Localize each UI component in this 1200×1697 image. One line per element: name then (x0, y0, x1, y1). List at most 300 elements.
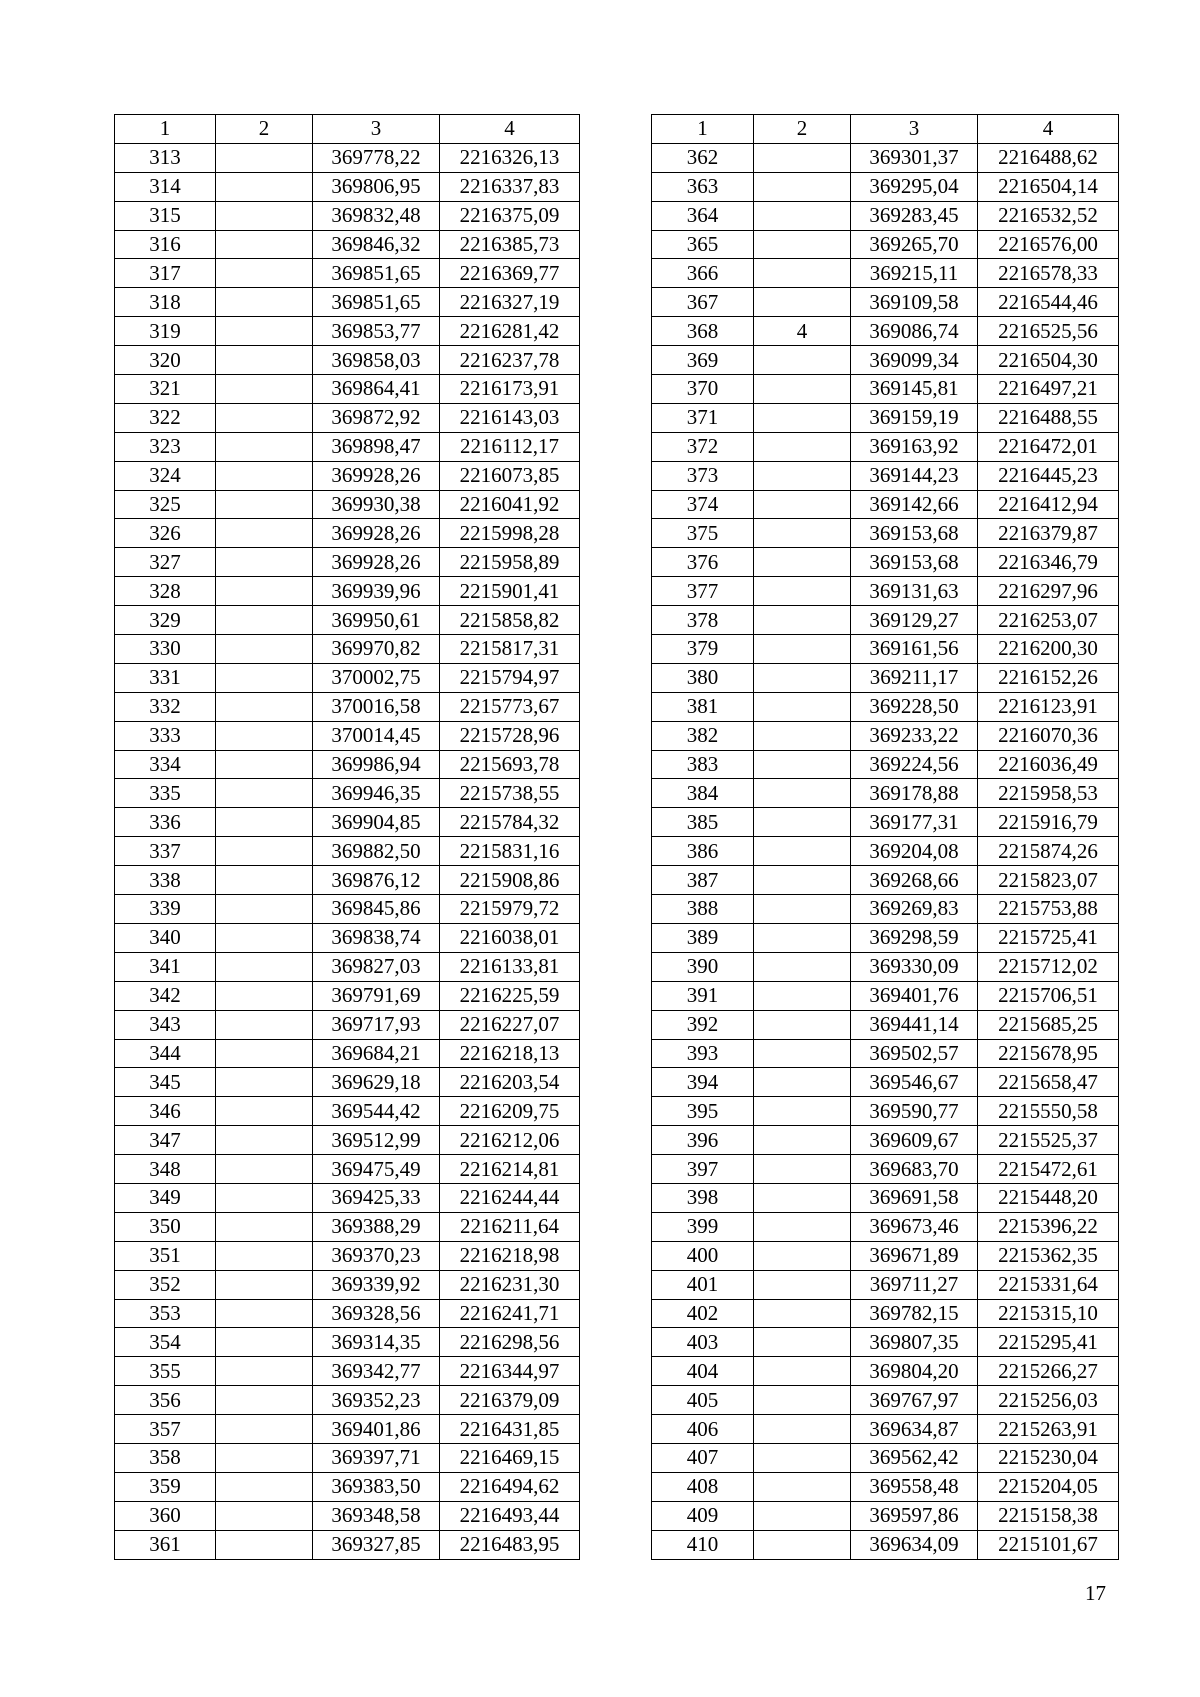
y-coordinate-cell: 2216488,55 (978, 403, 1119, 432)
point-number-cell: 393 (652, 1039, 754, 1068)
contour-number-cell (216, 692, 313, 721)
table-header-row (115, 115, 580, 144)
x-coordinate-cell: 369950,61 (313, 606, 440, 635)
x-coordinate-cell: 369928,26 (313, 519, 440, 548)
table-row (652, 375, 1119, 404)
x-coordinate-cell: 369671,89 (851, 1241, 978, 1270)
point-number-cell: 375 (652, 519, 754, 548)
x-coordinate-cell: 369512,99 (313, 1126, 440, 1155)
contour-number-cell (216, 1472, 313, 1501)
table-row (652, 779, 1119, 808)
x-coordinate-cell: 369928,26 (313, 548, 440, 577)
contour-number-cell (754, 288, 851, 317)
contour-number-cell (216, 750, 313, 779)
y-coordinate-cell: 2216576,00 (978, 230, 1119, 259)
y-coordinate-cell: 2216344,97 (440, 1357, 580, 1386)
table-row (652, 1530, 1119, 1559)
contour-number-cell (754, 1530, 851, 1559)
point-number-cell: 318 (115, 288, 216, 317)
x-coordinate-cell: 369851,65 (313, 288, 440, 317)
x-coordinate-cell: 370002,75 (313, 663, 440, 692)
point-number-cell: 316 (115, 230, 216, 259)
contour-number-cell (754, 866, 851, 895)
x-coordinate-cell: 369370,23 (313, 1241, 440, 1270)
table-row (652, 519, 1119, 548)
x-coordinate-cell: 369233,22 (851, 721, 978, 750)
x-coordinate-cell: 369159,19 (851, 403, 978, 432)
y-coordinate-cell: 2216041,92 (440, 490, 580, 519)
x-coordinate-cell: 369330,09 (851, 952, 978, 981)
x-coordinate-cell: 369684,21 (313, 1039, 440, 1068)
table-row (115, 1155, 580, 1184)
table-row (652, 1126, 1119, 1155)
table-row (115, 1039, 580, 1068)
table-row (115, 317, 580, 346)
table-row (115, 1328, 580, 1357)
point-number-cell: 406 (652, 1415, 754, 1444)
point-number-cell: 403 (652, 1328, 754, 1357)
x-coordinate-cell: 369328,56 (313, 1299, 440, 1328)
y-coordinate-cell: 2215728,96 (440, 721, 580, 750)
table-row (652, 1039, 1119, 1068)
point-number-cell: 399 (652, 1212, 754, 1241)
y-coordinate-cell: 2215706,51 (978, 981, 1119, 1010)
point-number-cell: 319 (115, 317, 216, 346)
y-coordinate-cell: 2215753,88 (978, 895, 1119, 924)
contour-number-cell (754, 721, 851, 750)
table-row (652, 1415, 1119, 1444)
x-coordinate-cell: 369804,20 (851, 1357, 978, 1386)
y-coordinate-cell: 2216073,85 (440, 461, 580, 490)
table-row (652, 808, 1119, 837)
table-row (652, 635, 1119, 664)
x-coordinate-cell: 369327,85 (313, 1530, 440, 1559)
point-number-cell: 349 (115, 1183, 216, 1212)
table-row (652, 952, 1119, 981)
point-number-cell: 370 (652, 375, 754, 404)
point-number-cell: 321 (115, 375, 216, 404)
point-number-cell: 352 (115, 1270, 216, 1299)
contour-number-cell (216, 837, 313, 866)
y-coordinate-cell: 2216231,30 (440, 1270, 580, 1299)
x-coordinate-cell: 369558,48 (851, 1472, 978, 1501)
y-coordinate-cell: 2216212,06 (440, 1126, 580, 1155)
x-coordinate-cell: 369211,17 (851, 663, 978, 692)
x-coordinate-cell: 369153,68 (851, 548, 978, 577)
y-coordinate-cell: 2215525,37 (978, 1126, 1119, 1155)
x-coordinate-cell: 369711,27 (851, 1270, 978, 1299)
contour-number-cell (216, 866, 313, 895)
y-coordinate-cell: 2216112,17 (440, 432, 580, 461)
x-coordinate-cell: 369858,03 (313, 346, 440, 375)
table-row (115, 635, 580, 664)
y-coordinate-cell: 2216218,98 (440, 1241, 580, 1270)
table-row (115, 490, 580, 519)
y-coordinate-cell: 2216298,56 (440, 1328, 580, 1357)
y-coordinate-cell: 2216488,62 (978, 143, 1119, 172)
x-coordinate-cell: 369348,58 (313, 1501, 440, 1530)
table-row (115, 1501, 580, 1530)
y-coordinate-cell: 2216578,33 (978, 259, 1119, 288)
x-coordinate-cell: 369806,95 (313, 172, 440, 201)
contour-number-cell (754, 172, 851, 201)
contour-number-cell (216, 606, 313, 635)
x-coordinate-cell: 369109,58 (851, 288, 978, 317)
y-coordinate-cell: 2216445,23 (978, 461, 1119, 490)
x-coordinate-cell: 369129,27 (851, 606, 978, 635)
y-coordinate-cell: 2215901,41 (440, 577, 580, 606)
x-coordinate-cell: 369177,31 (851, 808, 978, 837)
x-coordinate-cell: 369807,35 (851, 1328, 978, 1357)
table-row (652, 432, 1119, 461)
point-number-cell: 404 (652, 1357, 754, 1386)
x-coordinate-cell: 369851,65 (313, 259, 440, 288)
point-number-cell: 383 (652, 750, 754, 779)
table-row (115, 1097, 580, 1126)
y-coordinate-cell: 2216070,36 (978, 721, 1119, 750)
contour-number-cell (754, 1010, 851, 1039)
y-coordinate-cell: 2216211,64 (440, 1212, 580, 1241)
contour-number-cell (216, 346, 313, 375)
table-row (115, 663, 580, 692)
table-row (115, 346, 580, 375)
contour-number-cell (216, 1530, 313, 1559)
column-header-2: 2 (216, 115, 313, 144)
contour-number-cell (216, 952, 313, 981)
x-coordinate-cell: 369163,92 (851, 432, 978, 461)
point-number-cell: 320 (115, 346, 216, 375)
point-number-cell: 331 (115, 663, 216, 692)
table-row (652, 606, 1119, 635)
point-number-cell: 396 (652, 1126, 754, 1155)
x-coordinate-cell: 369838,74 (313, 923, 440, 952)
table-row (115, 1126, 580, 1155)
table-row (115, 1068, 580, 1097)
x-coordinate-cell: 369691,58 (851, 1183, 978, 1212)
y-coordinate-cell: 2215958,53 (978, 779, 1119, 808)
x-coordinate-cell: 369383,50 (313, 1472, 440, 1501)
table-row (115, 577, 580, 606)
point-number-cell: 388 (652, 895, 754, 924)
y-coordinate-cell: 2215908,86 (440, 866, 580, 895)
table-row (115, 923, 580, 952)
table-row (115, 981, 580, 1010)
point-number-cell: 347 (115, 1126, 216, 1155)
y-coordinate-cell: 2215773,67 (440, 692, 580, 721)
y-coordinate-cell: 2216369,77 (440, 259, 580, 288)
contour-number-cell (216, 548, 313, 577)
point-number-cell: 339 (115, 895, 216, 924)
point-number-cell: 354 (115, 1328, 216, 1357)
point-number-cell: 326 (115, 519, 216, 548)
coordinates-table-right (651, 114, 1119, 1560)
x-coordinate-cell: 369145,81 (851, 375, 978, 404)
contour-number-cell (216, 1097, 313, 1126)
contour-number-cell (754, 577, 851, 606)
table-row (115, 201, 580, 230)
y-coordinate-cell: 2215979,72 (440, 895, 580, 924)
table-header-row (652, 115, 1119, 144)
point-number-cell: 371 (652, 403, 754, 432)
point-number-cell: 410 (652, 1530, 754, 1559)
table-row (115, 1270, 580, 1299)
x-coordinate-cell: 369269,83 (851, 895, 978, 924)
point-number-cell: 374 (652, 490, 754, 519)
y-coordinate-cell: 2215693,78 (440, 750, 580, 779)
y-coordinate-cell: 2215678,95 (978, 1039, 1119, 1068)
y-coordinate-cell: 2215331,64 (978, 1270, 1119, 1299)
x-coordinate-cell: 369832,48 (313, 201, 440, 230)
contour-number-cell (216, 1443, 313, 1472)
contour-number-cell (754, 1241, 851, 1270)
table-row (115, 230, 580, 259)
table-row (652, 895, 1119, 924)
x-coordinate-cell: 369178,88 (851, 779, 978, 808)
y-coordinate-cell: 2216472,01 (978, 432, 1119, 461)
table-row (652, 1241, 1119, 1270)
x-coordinate-cell: 369544,42 (313, 1097, 440, 1126)
y-coordinate-cell: 2215158,38 (978, 1501, 1119, 1530)
point-number-cell: 390 (652, 952, 754, 981)
x-coordinate-cell: 369228,50 (851, 692, 978, 721)
x-coordinate-cell: 369882,50 (313, 837, 440, 866)
contour-number-cell (216, 577, 313, 606)
contour-number-cell (216, 461, 313, 490)
point-number-cell: 348 (115, 1155, 216, 1184)
point-number-cell: 381 (652, 692, 754, 721)
contour-number-cell (754, 750, 851, 779)
point-number-cell: 387 (652, 866, 754, 895)
x-coordinate-cell: 369634,87 (851, 1415, 978, 1444)
x-coordinate-cell: 369791,69 (313, 981, 440, 1010)
y-coordinate-cell: 2216385,73 (440, 230, 580, 259)
y-coordinate-cell: 2216244,44 (440, 1183, 580, 1212)
y-coordinate-cell: 2216173,91 (440, 375, 580, 404)
point-number-cell: 332 (115, 692, 216, 721)
y-coordinate-cell: 2215256,03 (978, 1386, 1119, 1415)
point-number-cell: 395 (652, 1097, 754, 1126)
y-coordinate-cell: 2216038,01 (440, 923, 580, 952)
contour-number-cell (216, 432, 313, 461)
contour-number-cell (754, 375, 851, 404)
point-number-cell: 401 (652, 1270, 754, 1299)
y-coordinate-cell: 2215263,91 (978, 1415, 1119, 1444)
contour-number-cell (754, 1501, 851, 1530)
point-number-cell: 345 (115, 1068, 216, 1097)
x-coordinate-cell: 369283,45 (851, 201, 978, 230)
column-header-3: 3 (313, 115, 440, 144)
y-coordinate-cell: 2215266,27 (978, 1357, 1119, 1386)
y-coordinate-cell: 2216237,78 (440, 346, 580, 375)
x-coordinate-cell: 369767,97 (851, 1386, 978, 1415)
point-number-cell: 392 (652, 1010, 754, 1039)
contour-number-cell (216, 779, 313, 808)
contour-number-cell (216, 288, 313, 317)
contour-number-cell (754, 1183, 851, 1212)
y-coordinate-cell: 2216227,07 (440, 1010, 580, 1039)
contour-number-cell (216, 1299, 313, 1328)
y-coordinate-cell: 2215817,31 (440, 635, 580, 664)
y-coordinate-cell: 2216133,81 (440, 952, 580, 981)
x-coordinate-cell: 369301,37 (851, 143, 978, 172)
y-coordinate-cell: 2216337,83 (440, 172, 580, 201)
y-coordinate-cell: 2215958,89 (440, 548, 580, 577)
point-number-cell: 317 (115, 259, 216, 288)
y-coordinate-cell: 2216225,59 (440, 981, 580, 1010)
y-coordinate-cell: 2216214,81 (440, 1155, 580, 1184)
table-row (652, 259, 1119, 288)
contour-number-cell (754, 779, 851, 808)
y-coordinate-cell: 2215550,58 (978, 1097, 1119, 1126)
point-number-cell: 343 (115, 1010, 216, 1039)
y-coordinate-cell: 2216209,75 (440, 1097, 580, 1126)
point-number-cell: 356 (115, 1386, 216, 1415)
contour-number-cell (216, 635, 313, 664)
column-header-1: 1 (115, 115, 216, 144)
x-coordinate-cell: 369827,03 (313, 952, 440, 981)
x-coordinate-cell: 369782,15 (851, 1299, 978, 1328)
column-header-1: 1 (652, 115, 754, 144)
y-coordinate-cell: 2216379,09 (440, 1386, 580, 1415)
contour-number-cell (216, 317, 313, 346)
table-row (652, 750, 1119, 779)
x-coordinate-cell: 369502,57 (851, 1039, 978, 1068)
point-number-cell: 330 (115, 635, 216, 664)
x-coordinate-cell: 369342,77 (313, 1357, 440, 1386)
contour-number-cell (216, 143, 313, 172)
y-coordinate-cell: 2216281,42 (440, 317, 580, 346)
x-coordinate-cell: 369939,96 (313, 577, 440, 606)
table-row (652, 346, 1119, 375)
point-number-cell: 362 (652, 143, 754, 172)
contour-number-cell (216, 1212, 313, 1241)
table-row (652, 1068, 1119, 1097)
y-coordinate-cell: 2215685,25 (978, 1010, 1119, 1039)
point-number-cell: 407 (652, 1443, 754, 1472)
x-coordinate-cell: 370014,45 (313, 721, 440, 750)
table-row (652, 1501, 1119, 1530)
y-coordinate-cell: 2215916,79 (978, 808, 1119, 837)
contour-number-cell (754, 952, 851, 981)
y-coordinate-cell: 2215823,07 (978, 866, 1119, 895)
y-coordinate-cell: 2216412,94 (978, 490, 1119, 519)
contour-number-cell (754, 490, 851, 519)
x-coordinate-cell: 369673,46 (851, 1212, 978, 1241)
contour-number-cell (216, 1155, 313, 1184)
y-coordinate-cell: 2216203,54 (440, 1068, 580, 1097)
contour-number-cell (216, 1270, 313, 1299)
contour-number-cell (754, 1270, 851, 1299)
x-coordinate-cell: 369928,26 (313, 461, 440, 490)
contour-number-cell (216, 1386, 313, 1415)
x-coordinate-cell: 369161,56 (851, 635, 978, 664)
contour-number-cell (754, 1328, 851, 1357)
point-number-cell: 315 (115, 201, 216, 230)
x-coordinate-cell: 369683,70 (851, 1155, 978, 1184)
contour-number-cell (754, 895, 851, 924)
x-coordinate-cell: 369590,77 (851, 1097, 978, 1126)
x-coordinate-cell: 369562,42 (851, 1443, 978, 1472)
x-coordinate-cell: 369142,66 (851, 490, 978, 519)
column-header-3: 3 (851, 115, 978, 144)
point-number-cell: 397 (652, 1155, 754, 1184)
contour-number-cell (216, 1501, 313, 1530)
point-number-cell: 391 (652, 981, 754, 1010)
y-coordinate-cell: 2215448,20 (978, 1183, 1119, 1212)
point-number-cell: 313 (115, 143, 216, 172)
table-row (115, 519, 580, 548)
x-coordinate-cell: 369099,34 (851, 346, 978, 375)
point-number-cell: 337 (115, 837, 216, 866)
y-coordinate-cell: 2216483,95 (440, 1530, 580, 1559)
table-row (115, 288, 580, 317)
x-coordinate-cell: 369388,29 (313, 1212, 440, 1241)
point-number-cell: 366 (652, 259, 754, 288)
table-row (652, 288, 1119, 317)
y-coordinate-cell: 2215784,32 (440, 808, 580, 837)
table-row (115, 1241, 580, 1270)
table-row (652, 1443, 1119, 1472)
y-coordinate-cell: 2216431,85 (440, 1415, 580, 1444)
table-row (652, 1328, 1119, 1357)
y-coordinate-cell: 2215831,16 (440, 837, 580, 866)
coordinates-table-left (114, 114, 580, 1560)
contour-number-cell (216, 403, 313, 432)
y-coordinate-cell: 2216123,91 (978, 692, 1119, 721)
point-number-cell: 372 (652, 432, 754, 461)
table-row (652, 837, 1119, 866)
point-number-cell: 378 (652, 606, 754, 635)
y-coordinate-cell: 2215362,35 (978, 1241, 1119, 1270)
table-row (115, 1386, 580, 1415)
x-coordinate-cell: 369204,08 (851, 837, 978, 866)
point-number-cell: 357 (115, 1415, 216, 1444)
contour-number-cell (754, 606, 851, 635)
x-coordinate-cell: 369224,56 (851, 750, 978, 779)
contour-number-cell (754, 548, 851, 577)
table-row (115, 403, 580, 432)
x-coordinate-cell: 369352,23 (313, 1386, 440, 1415)
table-row (115, 1183, 580, 1212)
table-row (652, 1270, 1119, 1299)
contour-number-cell (216, 1039, 313, 1068)
point-number-cell: 386 (652, 837, 754, 866)
x-coordinate-cell: 369401,76 (851, 981, 978, 1010)
y-coordinate-cell: 2216532,52 (978, 201, 1119, 230)
contour-number-cell (754, 923, 851, 952)
contour-number-cell (754, 1155, 851, 1184)
contour-number-cell (216, 1126, 313, 1155)
y-coordinate-cell: 2215738,55 (440, 779, 580, 808)
contour-number-cell (216, 1010, 313, 1039)
contour-number-cell (216, 721, 313, 750)
x-coordinate-cell: 369845,86 (313, 895, 440, 924)
x-coordinate-cell: 369339,92 (313, 1270, 440, 1299)
table-row (115, 1357, 580, 1386)
x-coordinate-cell: 369295,04 (851, 172, 978, 201)
page-number: 17 (1085, 1581, 1106, 1605)
point-number-cell: 338 (115, 866, 216, 895)
x-coordinate-cell: 369629,18 (313, 1068, 440, 1097)
table-row (115, 259, 580, 288)
y-coordinate-cell: 2215858,82 (440, 606, 580, 635)
point-number-cell: 340 (115, 923, 216, 952)
table-row (652, 1097, 1119, 1126)
contour-number-cell (754, 981, 851, 1010)
table-row (652, 1386, 1119, 1415)
x-coordinate-cell: 369314,35 (313, 1328, 440, 1357)
y-coordinate-cell: 2216327,19 (440, 288, 580, 317)
